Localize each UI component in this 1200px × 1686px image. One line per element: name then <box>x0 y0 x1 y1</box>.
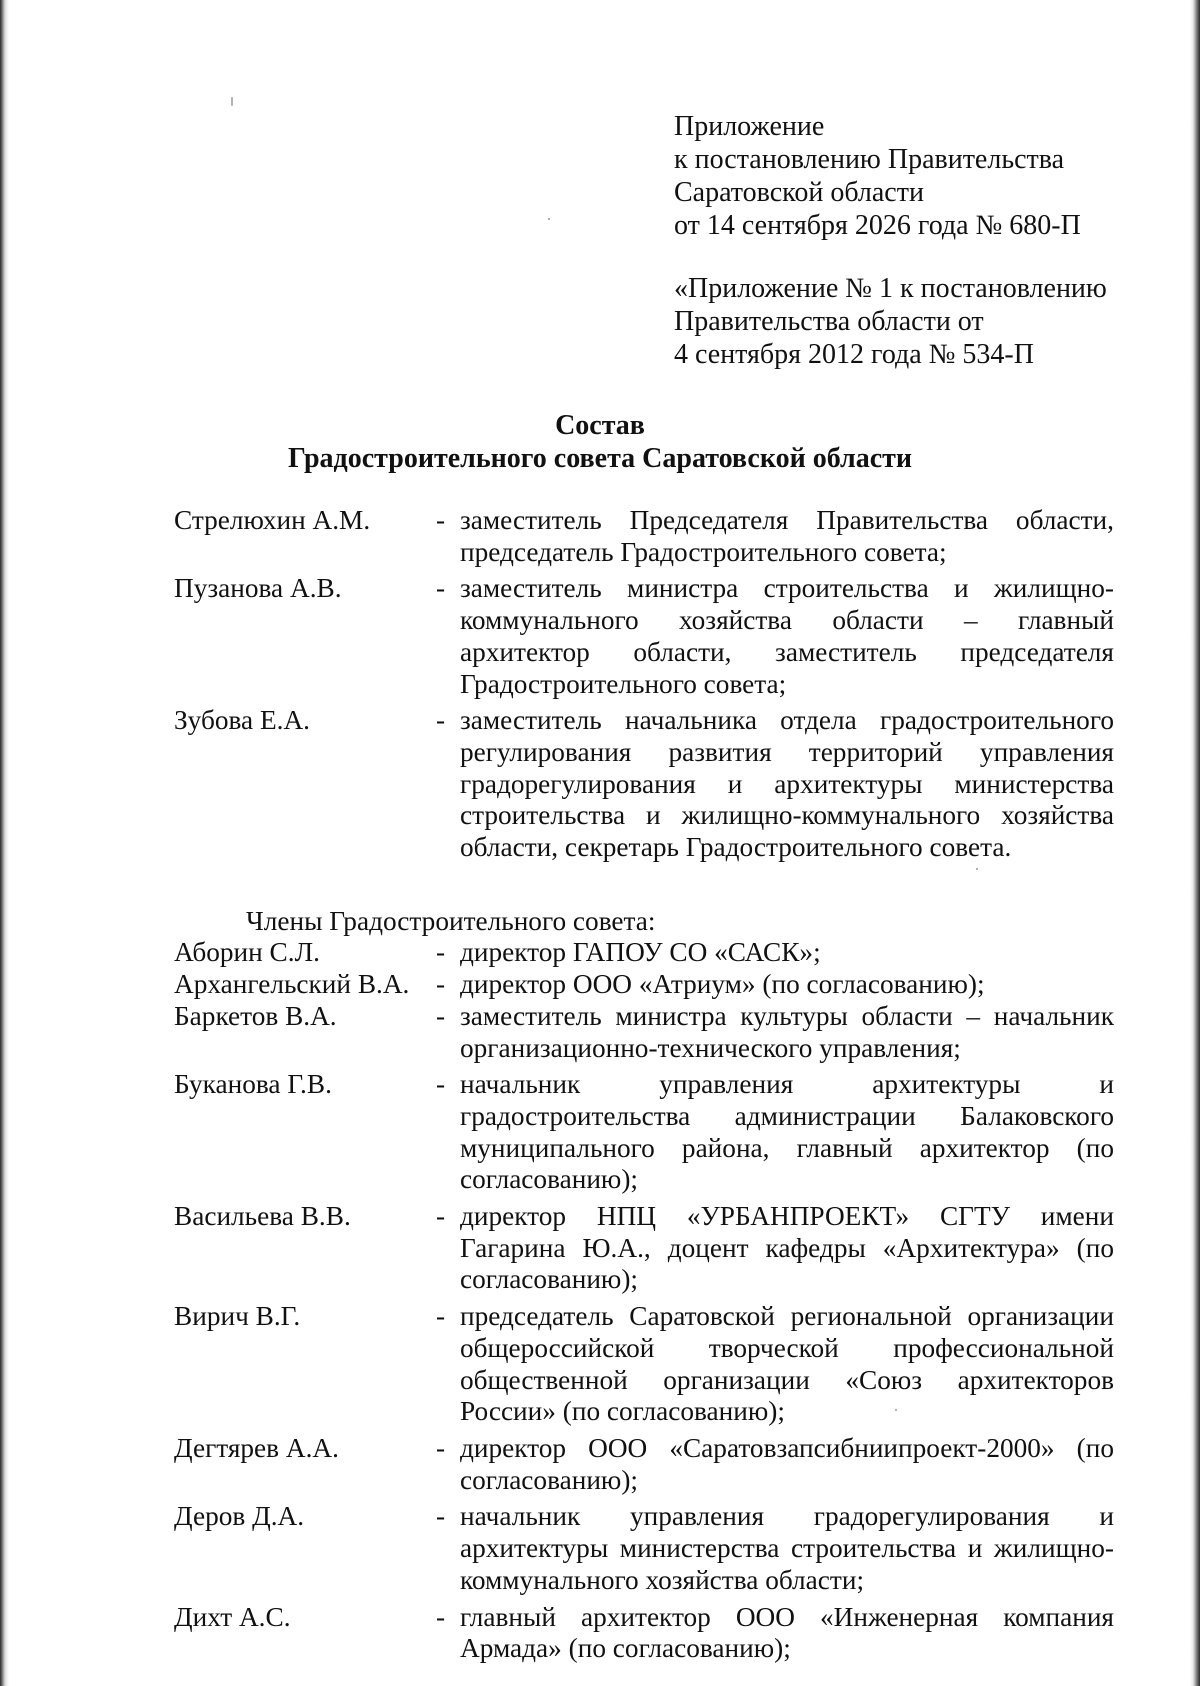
member-position: директор ГАПОУ СО «САСК»; <box>460 937 821 968</box>
title-line-1: Состав <box>555 410 645 441</box>
scan-border-left <box>0 0 9 1686</box>
title-line-2: Градостроительного совета Саратовской области <box>287 443 913 474</box>
member-row <box>174 1069 1114 1196</box>
composition-list <box>174 505 1114 1670</box>
member-name: Стрелюхин А.М. <box>174 505 371 535</box>
member-row <box>174 969 1114 1001</box>
member-position: заместитель Председателя Правительства области, председатель Градостроительного совета; <box>460 505 1114 567</box>
member-position: заместитель министра культуры области – начальник организационно-технического управления; <box>460 1000 1114 1063</box>
annex-header <box>674 110 1174 371</box>
member-row <box>174 1602 1114 1665</box>
member-position: заместитель министра строительства и жилищно-коммунального хозяйства области – главный архитектор области, заместитель председателя Градостроительного совета; <box>460 573 1114 699</box>
quote-line: Правительства области от <box>674 306 984 337</box>
leadership-row <box>174 705 1114 864</box>
leadership-row <box>174 573 1114 700</box>
dash: - <box>436 1069 446 1100</box>
member-row <box>174 1201 1114 1296</box>
member-row <box>174 1501 1114 1596</box>
quote-line: 4 сентября 2012 года № 534-П <box>674 339 1034 370</box>
member-position: директор ООО «Саратовзапсибниипроект-2000» (по согласованию); <box>460 1432 1114 1495</box>
quote-line: «Приложение № 1 к постановлению <box>674 273 1107 304</box>
member-row <box>174 937 1114 969</box>
member-name: Зубова Е.А. <box>174 705 311 736</box>
dash: - <box>436 573 446 604</box>
member-row <box>174 1433 1114 1496</box>
dash: - <box>436 505 446 535</box>
member-position: начальник управления градорегулирования и архитектуры министерства строительства и жилищно-коммунального хозяйства области; <box>460 1501 1114 1595</box>
scan-speck <box>548 218 550 220</box>
member-row <box>174 1001 1114 1064</box>
member-row <box>174 1301 1114 1428</box>
member-name: Архангельский В.А. <box>174 969 410 1000</box>
member-position: заместитель начальника отдела градостроительного регулирования развития территорий управления градорегулирования и архитектуры министерства строительства и жилищно-коммунального хозяйства области, секретарь Градостроительного совета. <box>460 705 1114 863</box>
dash: - <box>436 1601 446 1632</box>
dash: - <box>436 1501 446 1532</box>
dash: - <box>436 937 446 968</box>
dash: - <box>436 705 446 736</box>
member-position: главный архитектор ООО «Инженерная компания Армада» (по согласованию); <box>460 1601 1114 1664</box>
member-position: начальник управления архитектуры и градостроительства администрации Балаковского муниципального района, главный архитектор (по согласованию); <box>460 1069 1114 1195</box>
member-name: Аборин С.Л. <box>174 937 320 968</box>
annex-line: к постановлению Правительства <box>674 144 1065 175</box>
member-name: Дихт А.С. <box>174 1601 291 1632</box>
document-title <box>0 409 1200 475</box>
member-name: Вирич В.Г. <box>174 1301 301 1332</box>
dash: - <box>436 1201 446 1232</box>
member-name: Деров Д.А. <box>174 1501 305 1532</box>
leadership-row <box>174 505 1114 568</box>
member-name: Дегтярев А.А. <box>174 1432 339 1463</box>
member-position: директор НПЦ «УРБАНПРОЕКТ» СГТУ имени Гагарина Ю.А., доцент кафедры «Архитектура» (по согласованию); <box>460 1201 1114 1295</box>
annex-line: от 14 сентября 2026 года № 680-П <box>674 210 1081 241</box>
scan-speck <box>231 97 233 106</box>
member-name: Пузанова А.В. <box>174 573 342 604</box>
annex-line: Саратовской области <box>674 177 924 208</box>
dash: - <box>436 1301 446 1332</box>
annex-line: Приложение <box>674 111 825 142</box>
member-name: Буканова Г.В. <box>174 1069 332 1100</box>
member-position: председатель Саратовской региональной организации общероссийской творческой профессиональной общественной организации «Союз архитекторов России» (по согласованию); <box>460 1301 1114 1427</box>
scan-border-right <box>1190 0 1200 1686</box>
dash: - <box>436 1432 446 1463</box>
dash: - <box>436 969 446 1000</box>
dash: - <box>436 1000 446 1031</box>
member-position: директор ООО «Атриум» (по согласованию); <box>460 969 985 1000</box>
members-heading: Члены Градостроительного совета: <box>246 905 656 936</box>
member-name: Баркетов В.А. <box>174 1000 337 1031</box>
member-name: Васильева В.В. <box>174 1201 351 1232</box>
